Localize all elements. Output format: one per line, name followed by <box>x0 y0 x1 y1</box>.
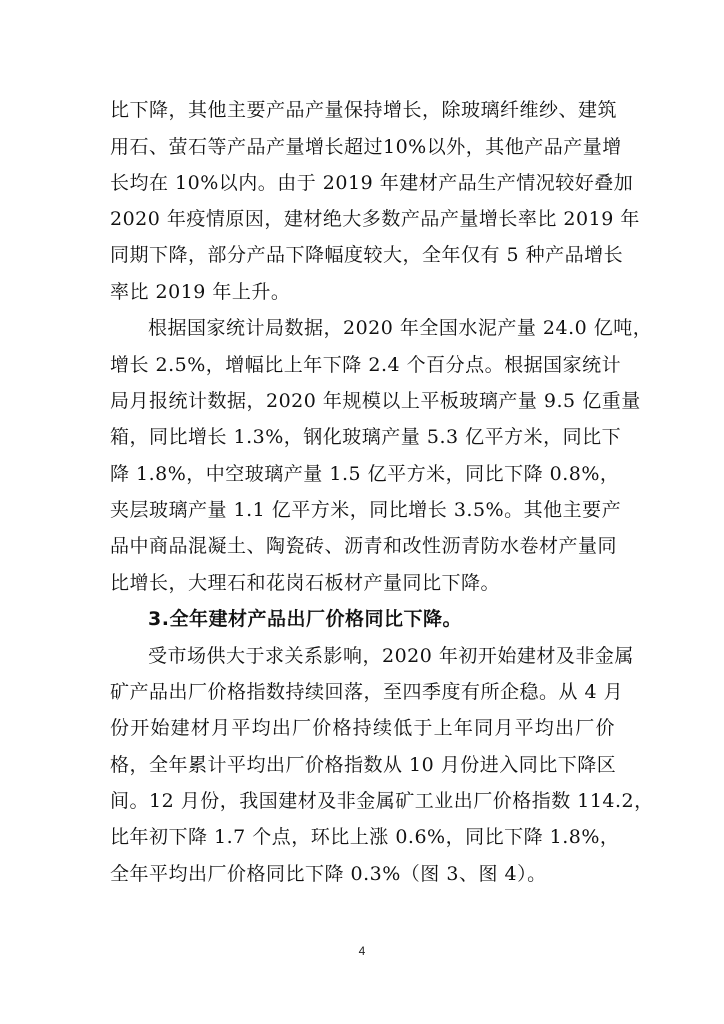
paragraph-2-line-6: 夹层玻璃产量 1.1 亿平方米，同比增长 3.5%。其他主要产 <box>110 499 622 521</box>
paragraph-3-line-7: 全年平均出厂价格同比下降 0.3%（图 3、图 4）。 <box>110 863 547 885</box>
paragraph-1-line-2: 用石、萤石等产品产量增长超过10%以外，其他产品产量增 <box>110 136 622 158</box>
paragraph-1-line-4: 2020 年疫情原因，建材绝大多数产品产量增长率比 2019 年 <box>110 208 640 230</box>
paragraph-3-line-5: 间。12 月份，我国建材及非金属矿工业出厂价格指数 114.2， <box>110 790 654 812</box>
paragraph-1-line-6: 率比 2019 年上升。 <box>110 281 291 303</box>
paragraph-2-line-1: 根据国家统计局数据，2020 年全国水泥产量 24.0 亿吨， <box>148 317 653 339</box>
page-number: 4 <box>358 944 366 958</box>
paragraph-2-line-8: 比增长，大理石和花岗石板材产量同比下降。 <box>110 572 501 594</box>
paragraph-2-line-3: 局月报统计数据，2020 年规模以上平板玻璃产量 9.5 亿重量 <box>110 390 641 412</box>
paragraph-3-line-4: 格，全年累计平均出厂价格指数从 10 月份进入同比下降区 <box>110 754 617 776</box>
paragraph-2-line-2: 增长 2.5%，增幅比上年下降 2.4 个百分点。根据国家统计 <box>110 354 622 376</box>
paragraph-3-line-3: 份开始建材月平均出厂价格持续低于上年同月平均出厂价 <box>110 717 615 739</box>
paragraph-3-line-6: 比年初下降 1.7 个点，环比上涨 0.6%，同比下降 1.8%， <box>110 826 620 848</box>
paragraph-1-line-5: 同期下降，部分产品下降幅度较大，全年仅有 5 种产品增长 <box>110 244 624 266</box>
paragraph-2-line-4: 箱，同比增长 1.3%，钢化玻璃产量 5.3 亿平方米，同比下 <box>110 426 622 448</box>
paragraph-1-line-3: 长均在 10%以内。由于 2019 年建材产品生产情况较好叠加 <box>110 172 634 194</box>
paragraph-1-line-1: 比下降，其他主要产品产量保持增长，除玻璃纤维纱、建筑 <box>110 99 618 121</box>
section-heading: 3.全年建材产品出厂价格同比下降。 <box>148 608 462 630</box>
paragraph-3-line-1: 受市场供大于求关系影响，2020 年初开始建材及非金属 <box>148 645 634 667</box>
paragraph-2-line-5: 降 1.8%，中空玻璃产量 1.5 亿平方米，同比下降 0.8%， <box>110 463 620 485</box>
paragraph-2-line-7: 品中商品混凝土、陶瓷砖、沥青和改性沥青防水卷材产量同 <box>110 535 618 557</box>
paragraph-3-line-2: 矿产品出厂价格指数持续回落，至四季度有所企稳。从 4 月 <box>110 681 624 703</box>
